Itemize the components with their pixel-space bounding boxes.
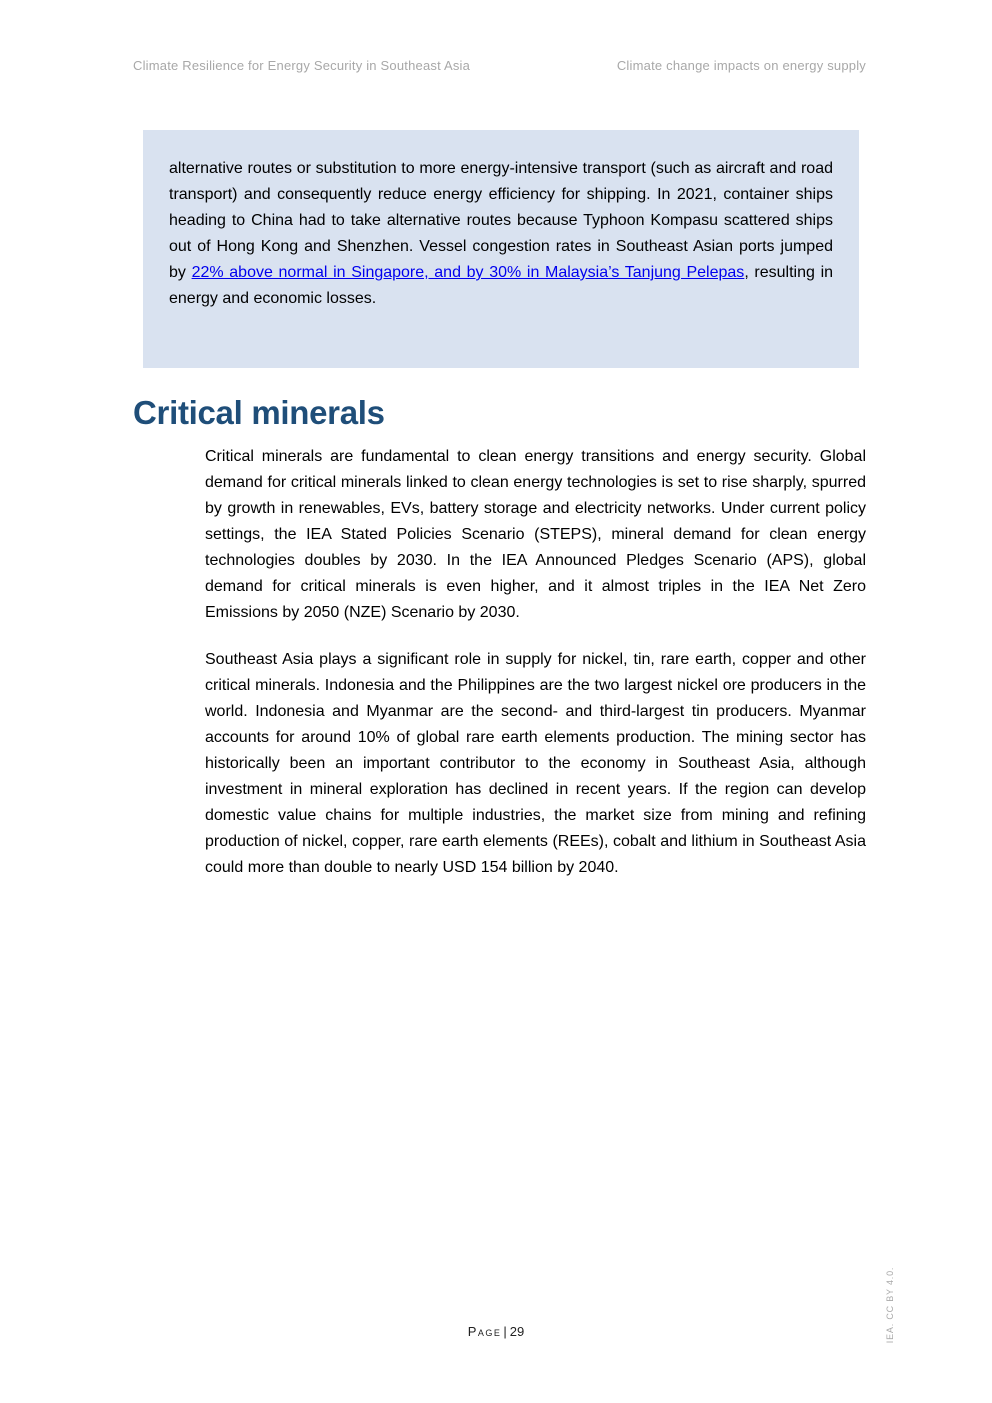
body-paragraph-1: Critical minerals are fundamental to clean energy transitions and energy security. Global demand for critical minerals linked to clean energy technologies is set to rise sharply, spurred by growth in renewables, EVs, battery storage and electricity networks. Under current policy settings, the IEA Stated Policies Scenario (STEPS), mineral demand for clean energy technologies doubles by 2030. In the IEA Announced Pledges Scenario (APS), global demand for critical minerals is even higher, and it almost triples in the IEA Net Zero Emissions by 2050 (NZE) Scenario by 2030.: [205, 448, 866, 621]
section-body: [205, 444, 866, 902]
page-footer: [0, 1324, 992, 1339]
footer-page-number: 29: [509, 1324, 525, 1339]
callout-text-after-link: , resulting in energy and economic losses.: [169, 264, 834, 307]
highlight-callout-box: [143, 130, 859, 368]
running-header: [133, 58, 866, 73]
callout-hyperlink[interactable]: 22% above normal in Singapore, and by 30% in Malaysia’s Tanjung Pelepas: [191, 264, 745, 281]
header-left-title: Climate Resilience for Energy Security in Southeast Asia: [133, 58, 471, 73]
body-paragraph-2: Southeast Asia plays a significant role in supply for nickel, tin, rare earth, copper and other critical minerals. Indonesia and the Philippines are the two largest nickel ore producers in the world. Indonesia and Myanmar are the second- and third-largest tin producers. Myanmar accounts for around 10% of global rare earth elements production. The mining sector has historically been an important contributor to the economy in Southeast Asia, although investment in mineral exploration has declined in recent years. If the region can develop domestic value chains for multiple industries, the market size from mining and refining production of nickel, copper, rare earth elements (REEs), cobalt and lithium in Southeast Asia could more than double to nearly USD 154 billion by 2040.: [205, 651, 866, 876]
footer-separator: |: [503, 1324, 507, 1339]
section-title: Critical minerals: [133, 394, 385, 431]
callout-text-before-link: alternative routes or substitution to more energy-intensive transport (such as aircraft and road transport) and consequently reduce energy efficiency for shipping. In 2021, container ships heading to China had to take alternative routes because Typhoon Kompasu scattered ships out of Hong Kong and Shenzhen. Vessel congestion rates in Southeast Asian ports jumped by: [169, 160, 833, 281]
license-side-label: IEA. CC BY 4.0.: [885, 1266, 895, 1344]
header-right-title: Climate change impacts on energy supply: [616, 58, 866, 73]
footer-page-label: Page: [467, 1324, 502, 1339]
